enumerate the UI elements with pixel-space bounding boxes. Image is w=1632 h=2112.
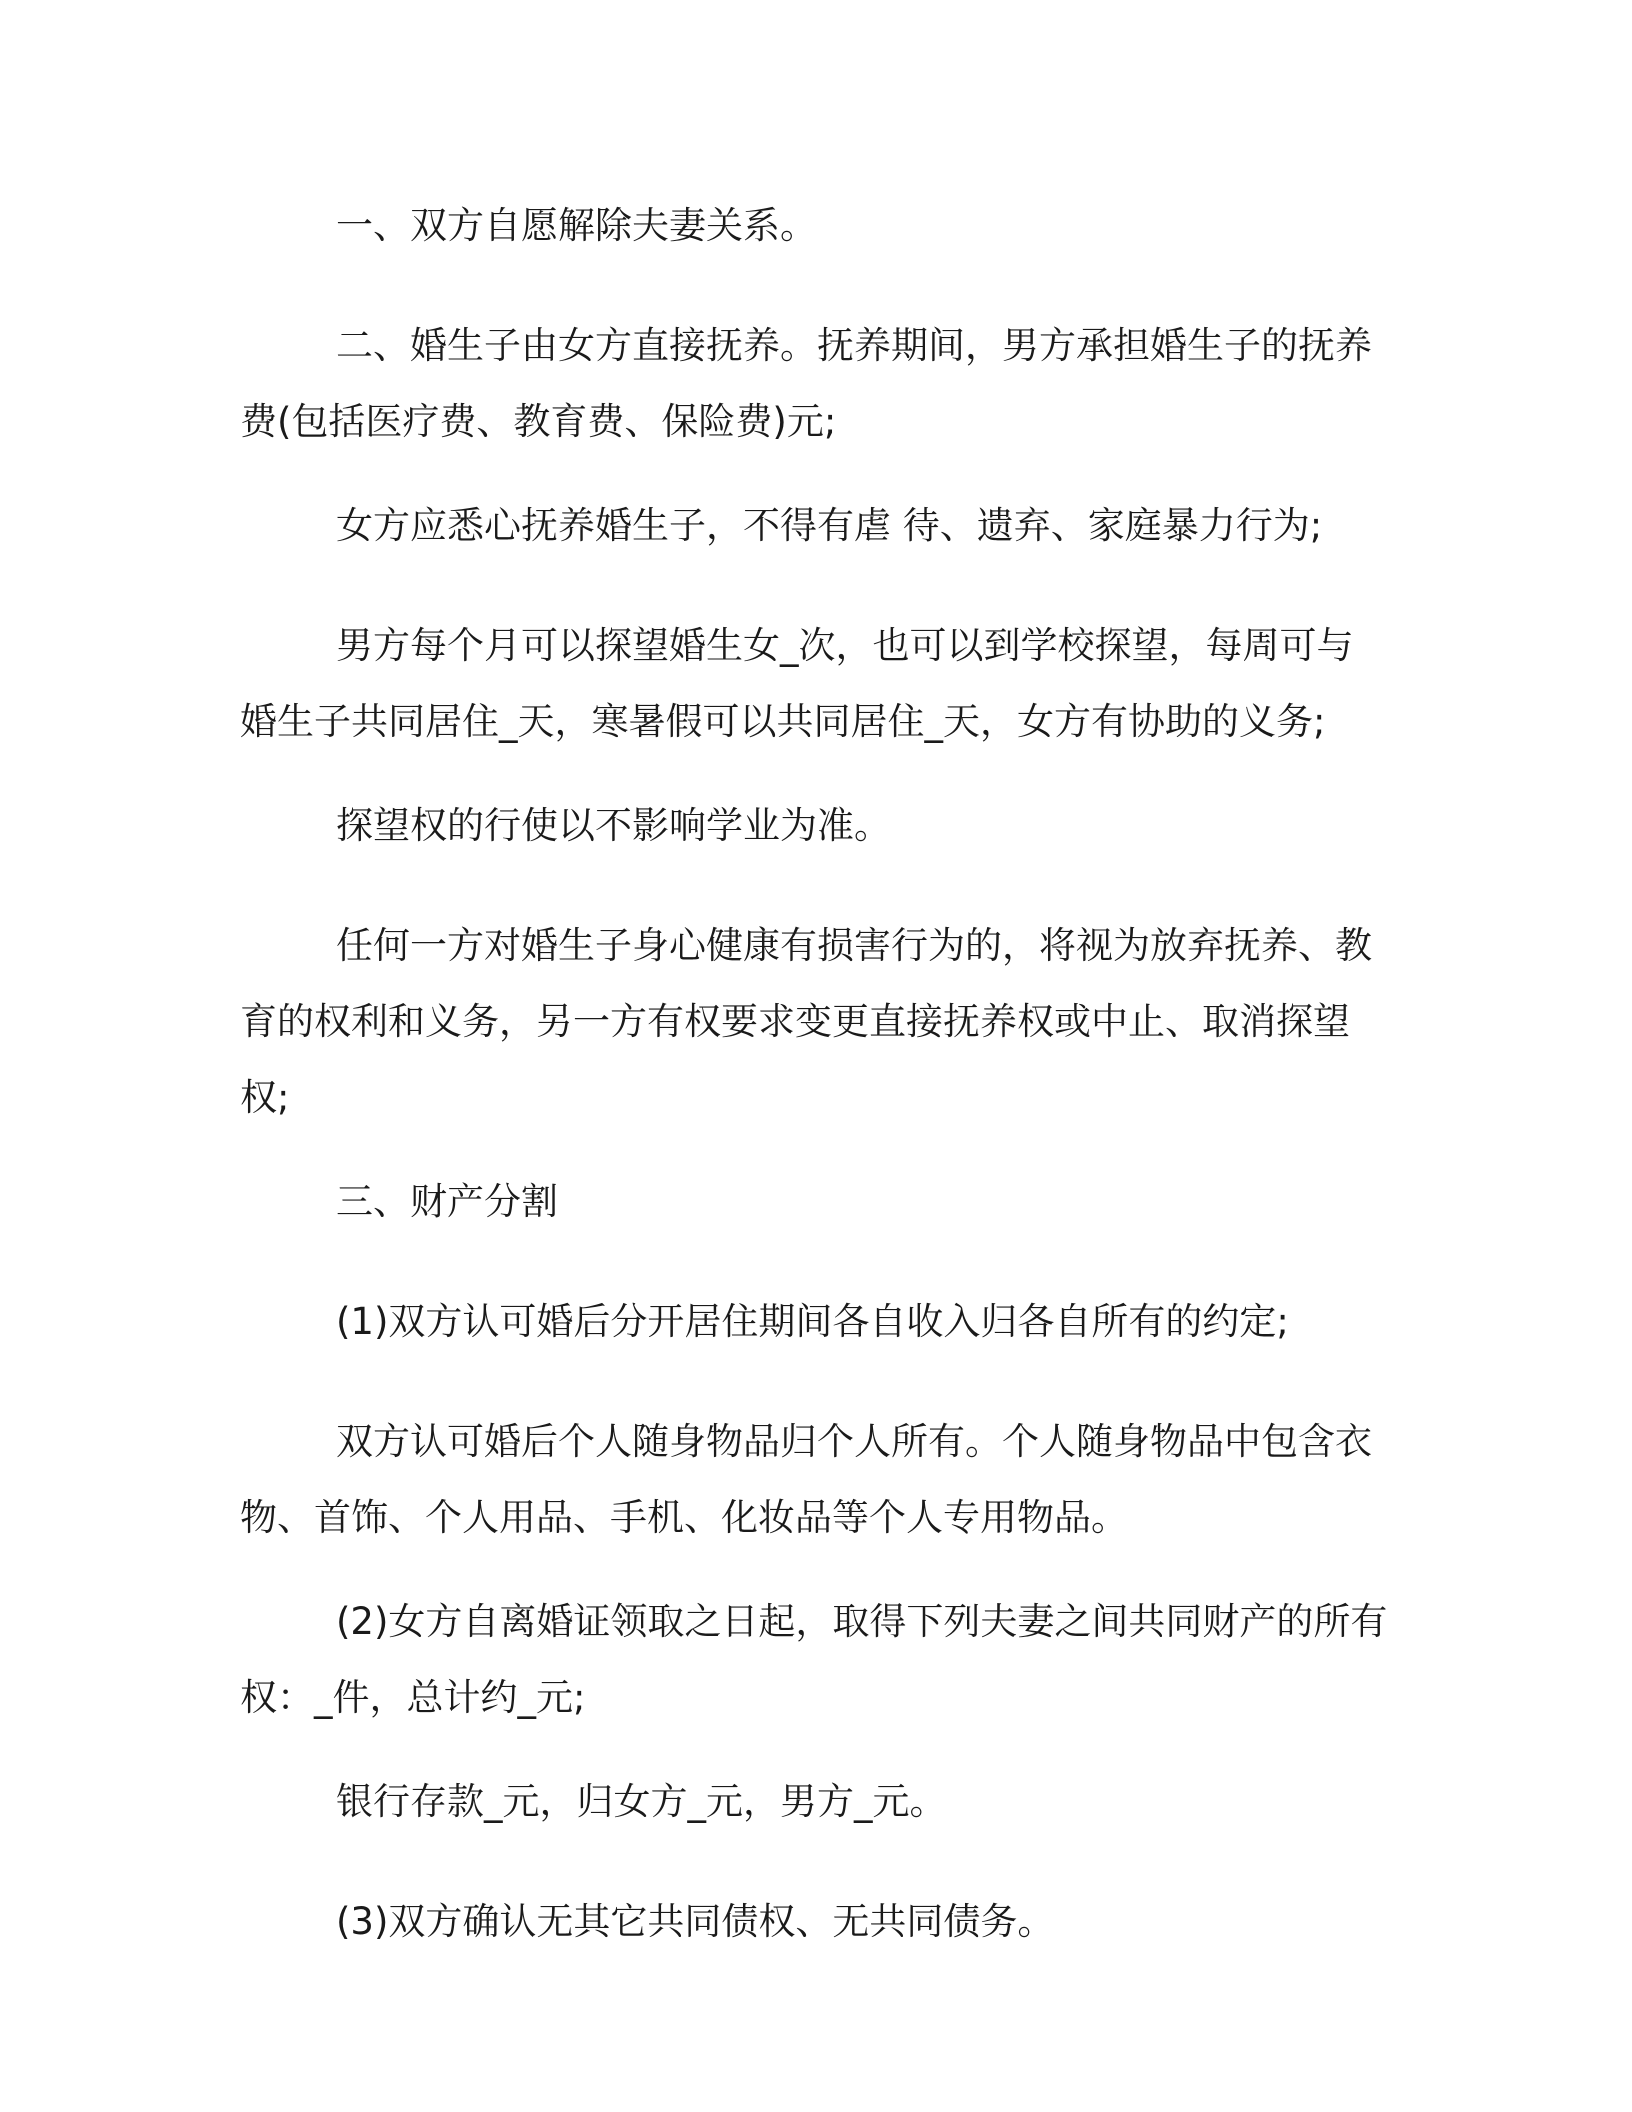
paragraph-visitation-limit: 探望权的行使以不影响学业为准。 [336, 804, 891, 847]
paragraph-visitation: 男方每个月可以探望婚生女_次，也可以到学校探望，每周可与婚生子共同居住_天，寒暑假可以共同居住_天，女方有协助的义务; [240, 624, 1354, 743]
clause-2-custody: 二、婚生子由女方直接抚养。抚养期间，男方承担婚生子的抚养费(包括医疗费、教育费、保险费)元; [240, 324, 1372, 443]
paragraph-personal-items: 双方认可婚后个人随身物品归个人所有。个人随身物品中包含衣物、首饰、个人用品、手机、化妆品等个人专用物品。 [240, 1420, 1372, 1539]
document-body [240, 188, 1390, 2004]
paragraph-harm-clause: 任何一方对婚生子身心健康有损害行为的，将视为放弃抚养、教育的权利和义务，另一方有权要求变更直接抚养权或中止、取消探望权; [240, 924, 1372, 1119]
paragraph-care-duty: 女方应悉心抚养婚生子，不得有虐 待、遗弃、家庭暴力行为; [336, 504, 1323, 547]
property-item-1: (1)双方认可婚后分开居住期间各自收入归各自所有的约定; [336, 1300, 1289, 1343]
property-item-2: (2)女方自离婚证领取之日起，取得下列夫妻之间共同财产的所有权：_件，总计约_元; [240, 1600, 1388, 1719]
clause-1-dissolve-marriage: 一、双方自愿解除夫妻关系。 [336, 204, 817, 247]
paragraph-bank-deposit: 银行存款_元，归女方_元，男方_元。 [336, 1780, 947, 1823]
property-item-3: (3)双方确认无其它共同债权、无共同债务。 [336, 1900, 1055, 1943]
clause-3-property-heading: 三、财产分割 [336, 1180, 558, 1223]
